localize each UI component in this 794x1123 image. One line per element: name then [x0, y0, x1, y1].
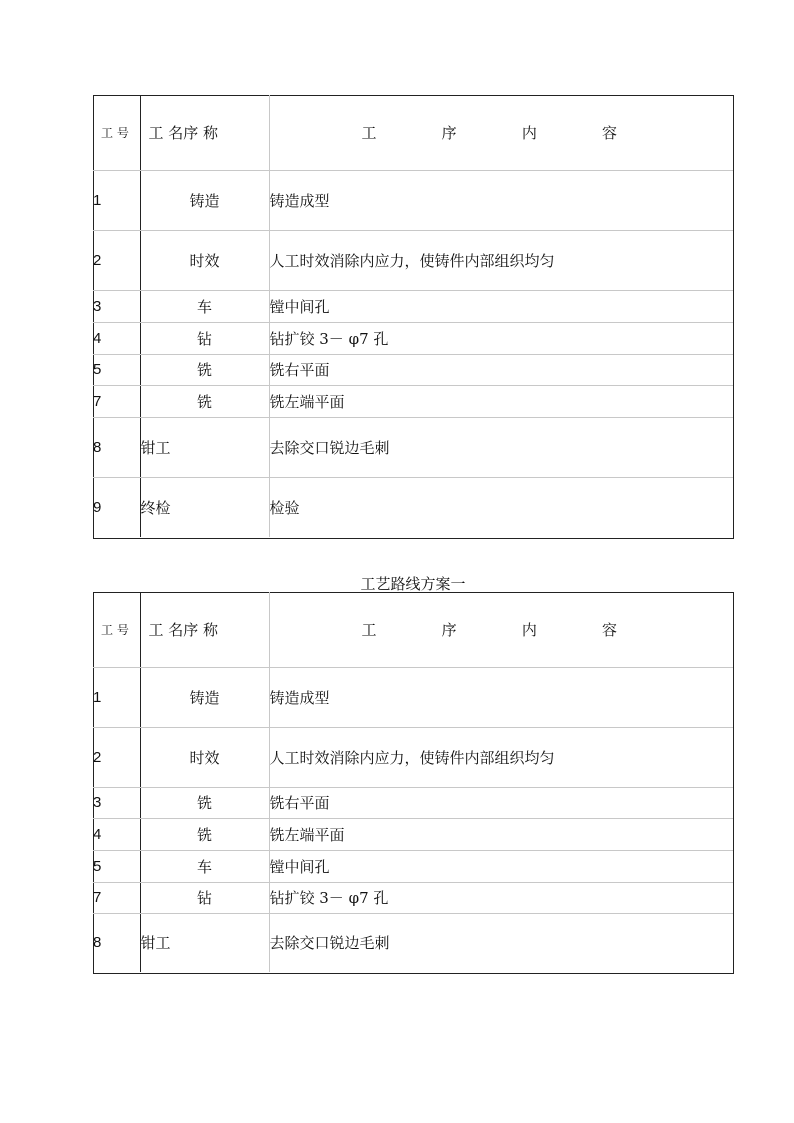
- header-content-char: 内: [521, 620, 537, 639]
- row-name: 钳工: [140, 913, 269, 972]
- row-name: 铣: [140, 354, 269, 385]
- row-id: 7: [93, 385, 140, 417]
- row-name: 铸造: [140, 170, 269, 230]
- row-id: 9: [93, 477, 140, 537]
- row-name: 钳工: [140, 417, 269, 477]
- row-id: 3: [93, 290, 140, 322]
- row-id: 5: [93, 354, 140, 385]
- row-content: 去除交口锐边毛刺: [269, 934, 390, 953]
- process-table-2: [93, 592, 733, 972]
- row-id: 8: [93, 417, 140, 477]
- table-caption: 工艺路线方案一: [360, 575, 466, 593]
- row-name: 时效: [140, 230, 269, 290]
- row-name: 车: [140, 290, 269, 322]
- row-name: 时效: [140, 727, 269, 787]
- row-content: 镗中间孔: [269, 850, 733, 882]
- row-content: 镗中间孔: [269, 290, 733, 322]
- table-row: [93, 354, 733, 385]
- header-content-char: 工: [361, 620, 377, 639]
- row-content: 铣右平面: [269, 354, 733, 385]
- header-content: [269, 95, 733, 170]
- row-id: 8: [93, 913, 140, 972]
- row-id: 7: [93, 882, 140, 913]
- table-row: [93, 170, 733, 230]
- header-id: 工 号: [93, 95, 140, 170]
- process-table-1: [93, 95, 733, 537]
- row-content: 钻扩铰 3－ φ7 孔: [269, 322, 733, 354]
- row-name: 铣: [140, 787, 269, 818]
- table-row: [93, 385, 733, 417]
- header-content-char: 容: [601, 123, 617, 142]
- table-row: [93, 230, 733, 290]
- row-content: 钻扩铰 3－ φ7 孔: [269, 882, 733, 913]
- table-row: [93, 913, 733, 972]
- row-content: 铸造成型: [269, 667, 733, 727]
- table-row: [93, 850, 733, 882]
- row-name: 车: [140, 850, 269, 882]
- row-content: 人工时效消除内应力，使铸件内部组织均匀: [269, 230, 733, 290]
- row-content: 检验: [269, 498, 300, 517]
- row-content: 去除交口锐边毛刺: [269, 417, 733, 477]
- header-name: 工 名序 称: [140, 592, 269, 667]
- row-name: 铸造: [140, 667, 269, 727]
- row-id: 1: [93, 170, 140, 230]
- header-name: 工 名序 称: [140, 95, 269, 170]
- row-id: 3: [93, 787, 140, 818]
- row-id: 4: [93, 818, 140, 850]
- header-content: [269, 592, 733, 667]
- table-row: [93, 290, 733, 322]
- table-row: [93, 322, 733, 354]
- row-id: 2: [93, 230, 140, 290]
- table-row: [93, 477, 733, 537]
- header-content-char: 工: [361, 123, 377, 142]
- header-content-char: 容: [601, 620, 617, 639]
- row-id: 2: [93, 727, 140, 787]
- table-row: [93, 818, 733, 850]
- table-row: [93, 727, 733, 787]
- row-name: 钻: [140, 322, 269, 354]
- row-name: 铣: [140, 385, 269, 417]
- table-row: [93, 667, 733, 727]
- row-name: 铣: [140, 818, 269, 850]
- table-row: [93, 882, 733, 913]
- row-content: 人工时效消除内应力，使铸件内部组织均匀: [269, 727, 733, 787]
- header-content-char: 内: [521, 123, 537, 142]
- row-content: 铣左端平面: [269, 818, 733, 850]
- row-content: 铸造成型: [269, 170, 733, 230]
- row-id: 5: [93, 850, 140, 882]
- table-row: [93, 417, 733, 477]
- table-row: [93, 787, 733, 818]
- row-content: 铣左端平面: [269, 385, 733, 417]
- header-content-char: 序: [441, 620, 457, 639]
- row-id: 4: [93, 322, 140, 354]
- header-content-char: 序: [441, 123, 457, 142]
- row-name: 钻: [140, 882, 269, 913]
- row-name: 终检: [140, 477, 269, 537]
- header-id: 工 号: [93, 592, 140, 667]
- row-content: 铣右平面: [269, 787, 733, 818]
- row-id: 1: [93, 667, 140, 727]
